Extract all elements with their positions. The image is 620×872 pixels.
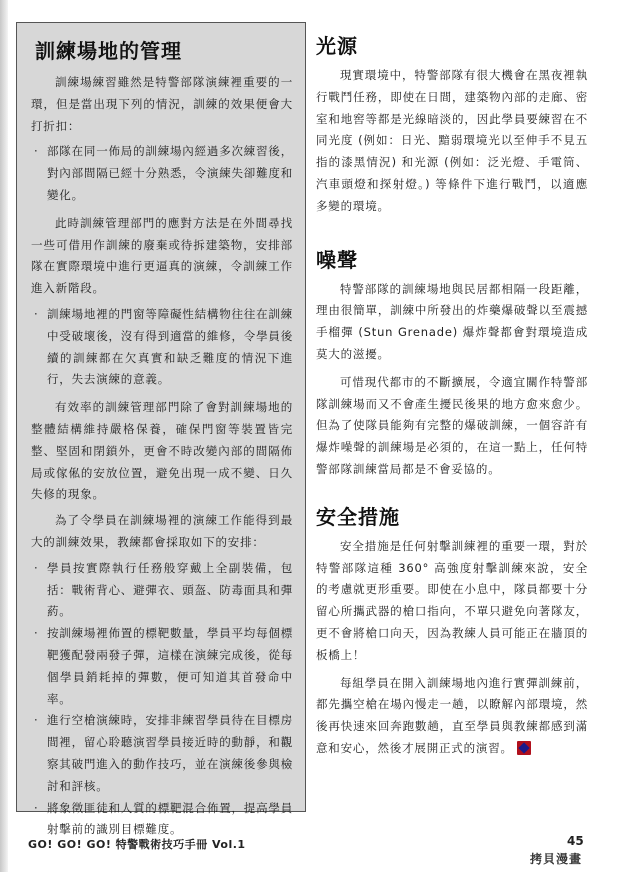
section-title-light: 光源 — [316, 34, 358, 58]
light-paragraph: 現實環境中，特警部隊有很大機會在黑夜裡執行戰鬥任務，即使在日間，建築物內部的走廊、密室和地窖等都是光線暗淡的，因此學員要練習在不同光度 (例如：日光、黯弱環境光以至伸手不見五指的漆黑情況) 和光源 (例如：泛光燈、手電筒、汽車頭燈和探射燈。) 等條件下進行戰鬥，以適應多變的環境。 — [316, 68, 588, 213]
list-item: · 將象徵匪徒和人質的標靶混合佈置，提高學員射擊前的識別目標難度。 — [31, 798, 293, 842]
page-edge — [0, 0, 8, 872]
list-item: · 部隊在同一佈局的訓練場內經過多次練習後，對內部間隔已經十分熟悉，令演練失卻難度和變化。 — [31, 141, 293, 206]
sidebar-paragraph-3: 有效率的訓練管理部門除了會對訓練場地的整體結構維持嚴格保養，確保門窗等裝置皆完整、堅固和閉鎖外，更會不時改變內部的間隔佈局或傢俬的安放位置，避免出現一成不變、日久失修的現象。 — [31, 400, 293, 502]
bullet-list-3 — [31, 558, 293, 841]
noise-paragraph-2: 可惜現代都市的不斷擴展，令適宜關作特警部隊訓練場而又不會產生擾民後果的地方愈來愈少。但為了使隊員能夠有完整的爆破訓練，一個容許有爆炸噪聲的訓練場是必須的，在這一點上，任何特警部隊訓練當局都是不會妥協的。 — [316, 374, 588, 476]
bullet-mark: · — [34, 713, 39, 728]
end-mark-icon — [517, 741, 531, 755]
book-title: GO! GO! GO! 特警戰術技巧手冊 Vol.1 — [28, 838, 246, 851]
bullet-list-2 — [31, 304, 293, 391]
list-item: · 學員按實際執行任務般穿戴上全副裝備，包括：戰術背心、避彈衣、頭盔、防毒面具和彈葯。 — [31, 558, 293, 623]
bullet-mark: · — [34, 306, 39, 321]
safety-paragraph-2: 每組學員在開入訓練場地內進行實彈訓練前，都先攜空槍在場內慢走一趟，以瞭解內部環境，然後再快速來回奔跑數趟，直至學員與教練都感到滿意和安心，然後才展開正式的演習。 — [316, 675, 588, 755]
bullet-list-1 — [31, 141, 293, 206]
list-item: · 進行空槍演練時，安排非練習學員待在目標房間裡，留心聆聽演習學員接近時的動靜，和觀察其破門進入的動作技巧，並在演練後參與檢討和評核。 — [31, 710, 293, 797]
spacer — [316, 218, 588, 244]
page-number: 45 — [567, 834, 584, 848]
main-column — [316, 30, 588, 760]
sidebar-title: 訓練場地的管理 — [35, 39, 182, 63]
spacer — [316, 481, 588, 501]
bullet-mark: · — [34, 626, 39, 641]
sidebar-content — [31, 35, 293, 847]
training-sidebar-box — [16, 22, 306, 837]
bullet-mark: · — [34, 560, 39, 575]
noise-paragraph-1: 特警部隊的訓練場地與民居都相隔一段距離，理由很簡單，訓練中所發出的炸藥爆破聲以至震撼手榴彈 (Stun Grenade) 爆炸聲都會對環境造成莫大的滋擾。 — [316, 281, 588, 361]
safety-paragraph-1: 安全措施是任何射擊訓練裡的重要一環，對於特警部隊這種 360° 高強度射擊訓練來說，安全的考慮就更形重要。即使在小息中，隊員都要十分留心所攜武器的槍口指向，不單只避免向著隊友，更不會將槍口向天，因為教練人員可能正在牆頂的板橋上！ — [316, 538, 588, 662]
sidebar-paragraph-2: 此時訓練管理部門的應對方法是在外間尋找一些可借用作訓練的廢棄或待拆建築物，安排部隊在實際環境中進行更逼真的演練，令訓練工作進入新階段。 — [31, 215, 293, 296]
section-title-safety: 安全措施 — [316, 504, 400, 529]
section-title-noise: 噪聲 — [316, 247, 358, 272]
sidebar-paragraph-4: 為了令學員在訓練場裡的演練工作能得到最大的訓練效果，教練都會採取如下的安排： — [31, 513, 293, 549]
bullet-mark: · — [34, 144, 39, 159]
sidebar-paragraph-intro: 訓練場練習雖然是特警部隊演練裡重要的一環，但是當出現下列的情況，訓練的效果便會大打折扣： — [31, 75, 293, 133]
watermark: 拷貝漫畫 — [530, 852, 583, 866]
list-item: · 訓練場地裡的門窗等障礙性結構物往往在訓練中受破壞後，沒有得到適當的維修，令學員後續的訓練都在欠真實和缺乏難度的情況下進行，失去演練的意義。 — [31, 304, 293, 391]
list-item: · 按訓練場裡佈置的標靶數量，學員平均每個標靶獲配發兩發子彈，這樣在演練完成後，從每個學員銷耗掉的彈數，便可知道其首發命中率。 — [31, 623, 293, 710]
bullet-mark: · — [34, 800, 39, 815]
